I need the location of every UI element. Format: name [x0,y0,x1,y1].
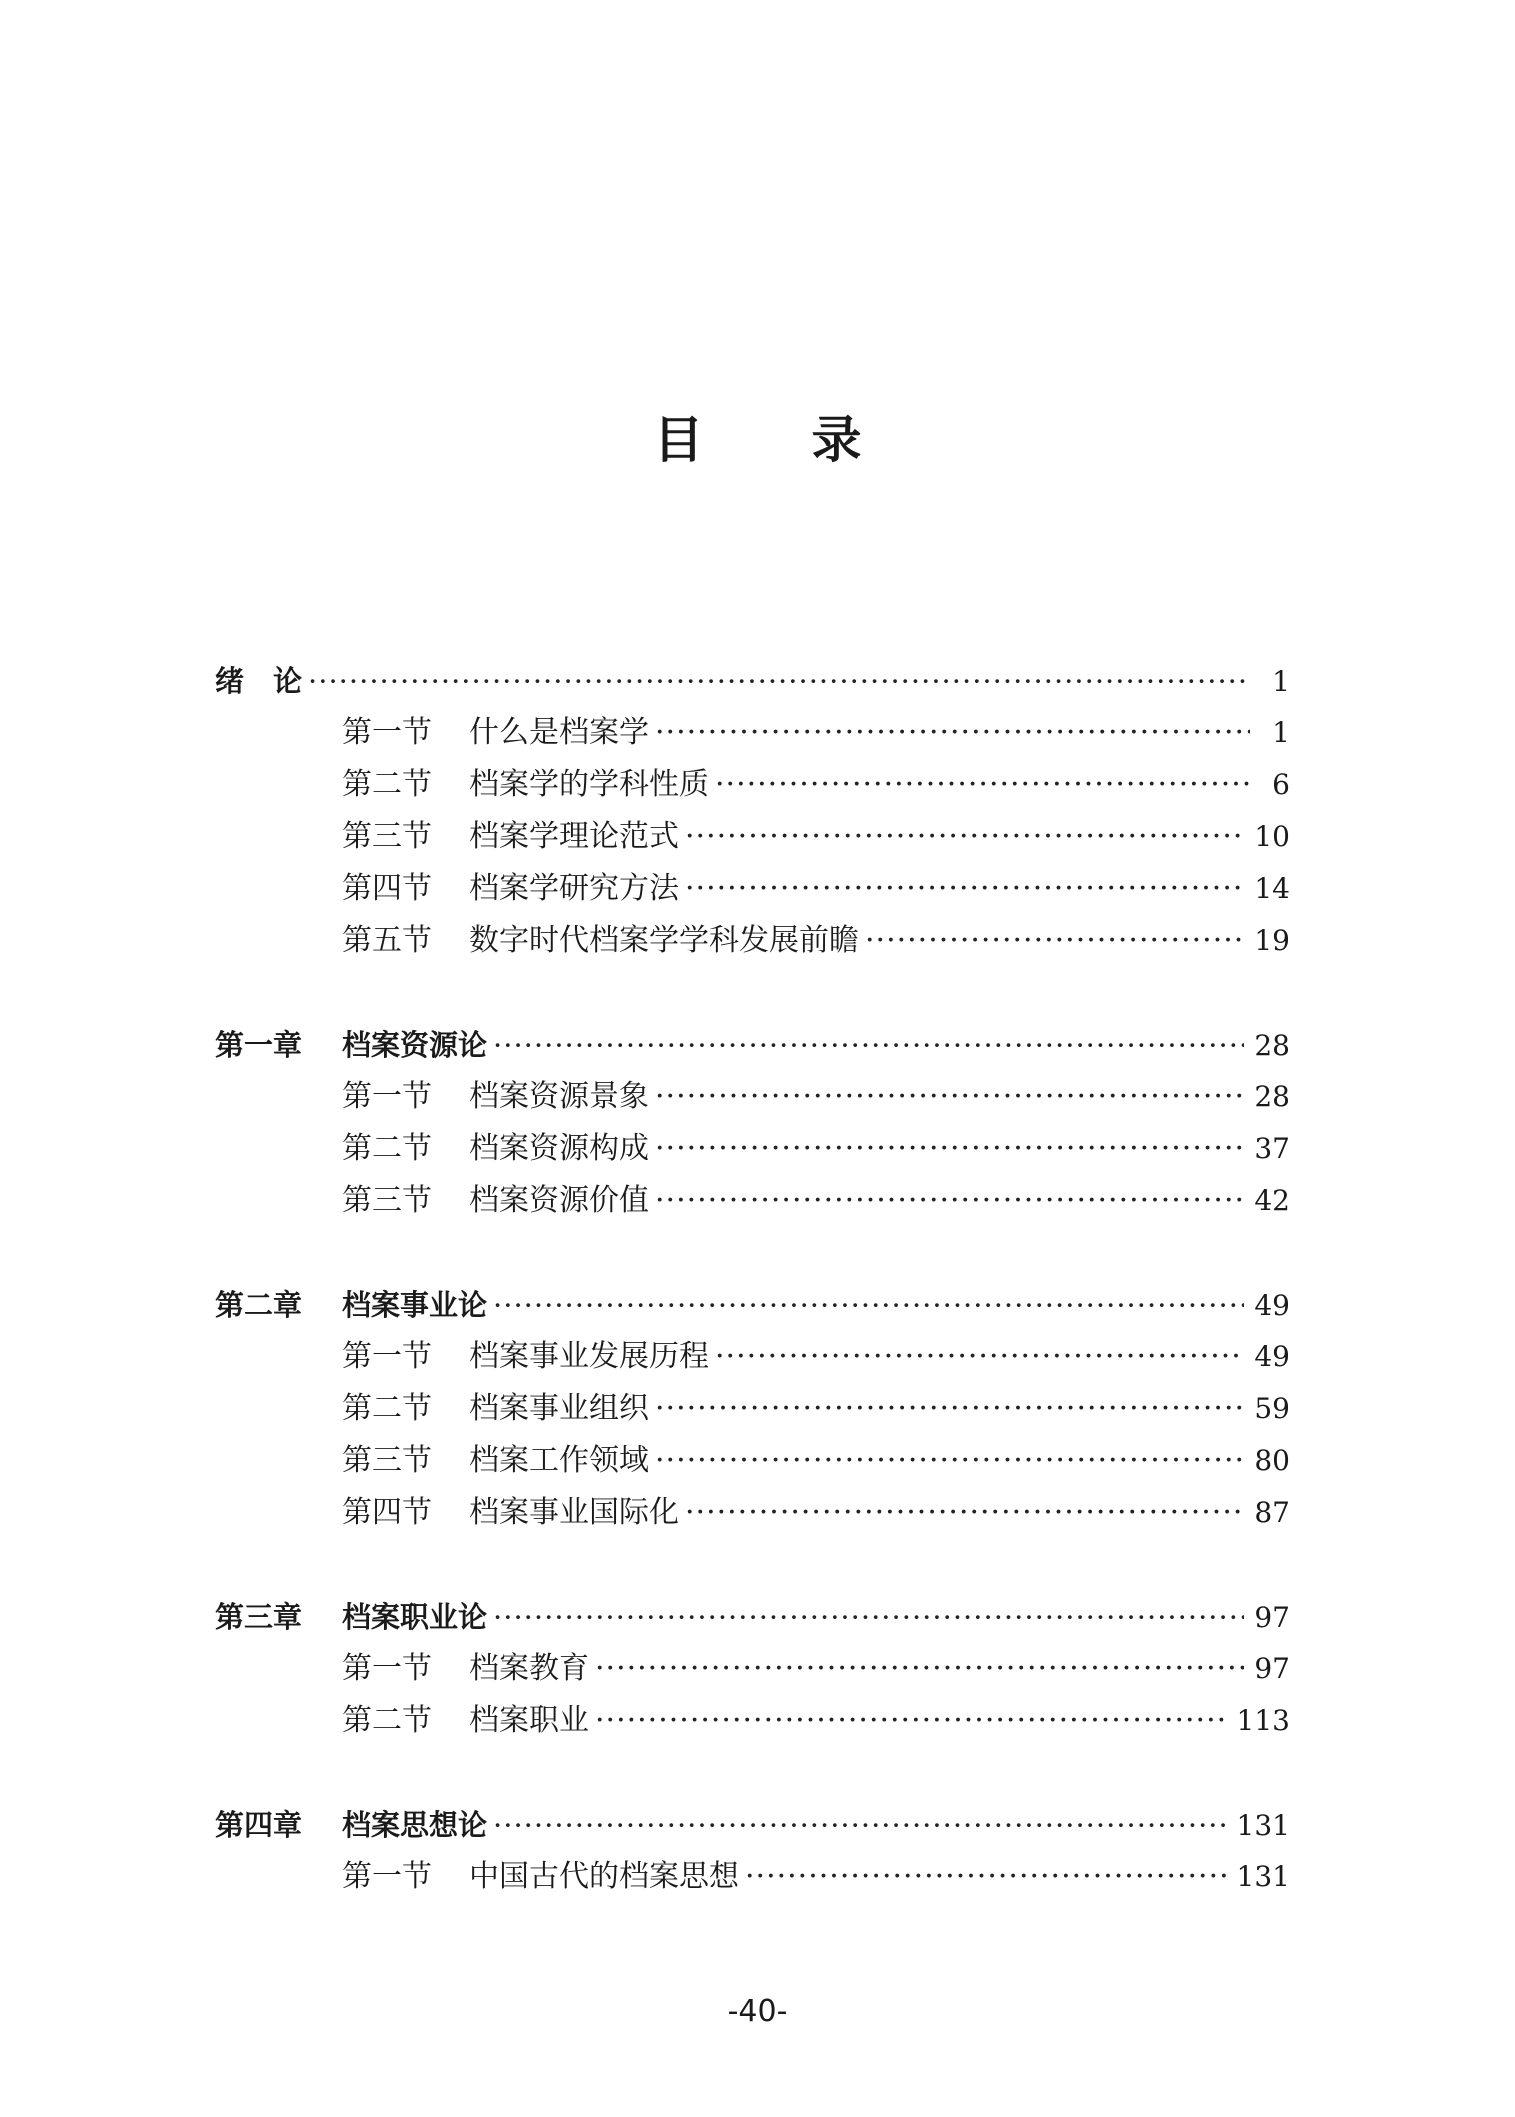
dot-leader [655,1383,1244,1435]
section-number: 第二节 [342,1391,432,1426]
section-page-number: 80 [1254,1444,1290,1477]
page-number: -40- [727,1994,788,2029]
section-number: 第一节 [342,1859,432,1894]
section-number: 第一节 [342,715,432,750]
chapter-title: 档案职业论 [342,1600,488,1634]
chapter-number: 第二章 [215,1288,303,1322]
chapter-title: 档案资源论 [342,1028,488,1062]
toc-section-entry[interactable] [215,915,1290,967]
toc-section-entry[interactable] [215,1071,1290,1123]
section-title: 数字时代档案学学科发展前瞻 [469,923,859,958]
dot-leader [685,863,1244,915]
dot-leader [655,1435,1244,1487]
table-of-contents [215,655,1290,1955]
section-title: 档案学理论范式 [469,819,679,854]
toc-chapter-entry[interactable] [215,1019,1290,1071]
toc-section-entry[interactable] [215,811,1290,863]
chapter-number: 绪 论 [215,664,303,698]
section-title: 档案学的学科性质 [469,767,709,802]
toc-group-chapter-2 [215,1279,1290,1539]
section-title: 档案资源构成 [469,1131,649,1166]
section-number: 第四节 [342,871,432,906]
section-page-number: 28 [1254,1080,1290,1113]
toc-chapter-entry[interactable] [215,1279,1290,1331]
chapter-title: 档案事业论 [342,1288,488,1322]
toc-group-chapter-4 [215,1799,1290,1903]
dot-leader [715,759,1250,811]
dot-leader [655,1175,1244,1227]
section-page-number: 87 [1254,1496,1290,1529]
section-number: 第一节 [342,1339,432,1374]
toc-section-entry[interactable] [215,1435,1290,1487]
section-title: 档案教育 [469,1651,589,1686]
toc-section-entry[interactable] [215,1123,1290,1175]
dot-leader [685,1487,1244,1539]
dot-leader [655,707,1250,759]
chapter-number: 第三章 [215,1600,303,1634]
toc-chapter-entry[interactable] [215,1799,1290,1851]
chapter-page-number: 97 [1254,1601,1290,1634]
dot-leader [493,1279,1244,1331]
section-page-number: 19 [1254,924,1290,957]
dot-leader [715,1331,1244,1383]
toc-section-entry[interactable] [215,1643,1290,1695]
section-page-number: 97 [1254,1652,1290,1685]
toc-chapter-entry[interactable] [215,655,1290,707]
section-page-number: 131 [1236,1860,1290,1893]
section-page-number: 10 [1254,820,1290,853]
dot-leader [493,1019,1244,1071]
section-number: 第二节 [342,1703,432,1738]
chapter-page-number: 131 [1236,1809,1290,1842]
toc-section-entry[interactable] [215,1331,1290,1383]
chapter-page-number: 1 [1272,665,1290,698]
section-number: 第三节 [342,1183,432,1218]
section-title: 档案学研究方法 [469,871,679,906]
section-number: 第三节 [342,819,432,854]
toc-section-entry[interactable] [215,1175,1290,1227]
dot-leader [308,655,1250,707]
dot-leader [655,1123,1244,1175]
section-page-number: 113 [1236,1704,1290,1737]
dot-leader [655,1071,1244,1123]
toc-section-entry[interactable] [215,863,1290,915]
toc-section-entry[interactable] [215,1851,1290,1903]
section-title: 档案事业组织 [469,1391,649,1426]
section-title: 什么是档案学 [469,715,649,750]
dot-leader [595,1643,1244,1695]
dot-leader [745,1851,1227,1903]
dot-leader [493,1591,1244,1643]
dot-leader [685,811,1244,863]
section-number: 第五节 [342,923,432,958]
section-title: 档案事业发展历程 [469,1339,709,1374]
section-number: 第二节 [342,1131,432,1166]
chapter-number: 第四章 [215,1808,303,1842]
dot-leader [493,1799,1227,1851]
section-page-number: 37 [1254,1132,1290,1165]
toc-section-entry[interactable] [215,759,1290,811]
toc-section-entry[interactable] [215,1383,1290,1435]
section-title: 中国古代的档案思想 [469,1859,739,1894]
section-title: 档案工作领域 [469,1443,649,1478]
section-number: 第四节 [342,1495,432,1530]
section-page-number: 49 [1254,1340,1290,1373]
dot-leader [865,915,1244,967]
section-number: 第二节 [342,767,432,802]
chapter-page-number: 49 [1254,1289,1290,1322]
page-title: 目录 [653,411,970,469]
section-title: 档案资源景象 [469,1079,649,1114]
chapter-title: 档案思想论 [342,1808,488,1842]
toc-group-chapter-3 [215,1591,1290,1747]
toc-group-intro [215,655,1290,967]
section-number: 第一节 [342,1651,432,1686]
toc-section-entry[interactable] [215,1487,1290,1539]
section-title: 档案职业 [469,1703,589,1738]
section-page-number: 6 [1272,768,1290,801]
chapter-number: 第一章 [215,1028,303,1062]
toc-chapter-entry[interactable] [215,1591,1290,1643]
section-title: 档案资源价值 [469,1183,649,1218]
dot-leader [595,1695,1227,1747]
section-title: 档案事业国际化 [469,1495,679,1530]
toc-group-chapter-1 [215,1019,1290,1227]
section-number: 第三节 [342,1443,432,1478]
section-page-number: 14 [1254,872,1290,905]
toc-section-entry[interactable] [215,707,1290,759]
section-page-number: 1 [1272,716,1290,749]
section-page-number: 59 [1254,1392,1290,1425]
toc-section-entry[interactable] [215,1695,1290,1747]
chapter-page-number: 28 [1254,1029,1290,1062]
section-page-number: 42 [1254,1184,1290,1217]
section-number: 第一节 [342,1079,432,1114]
